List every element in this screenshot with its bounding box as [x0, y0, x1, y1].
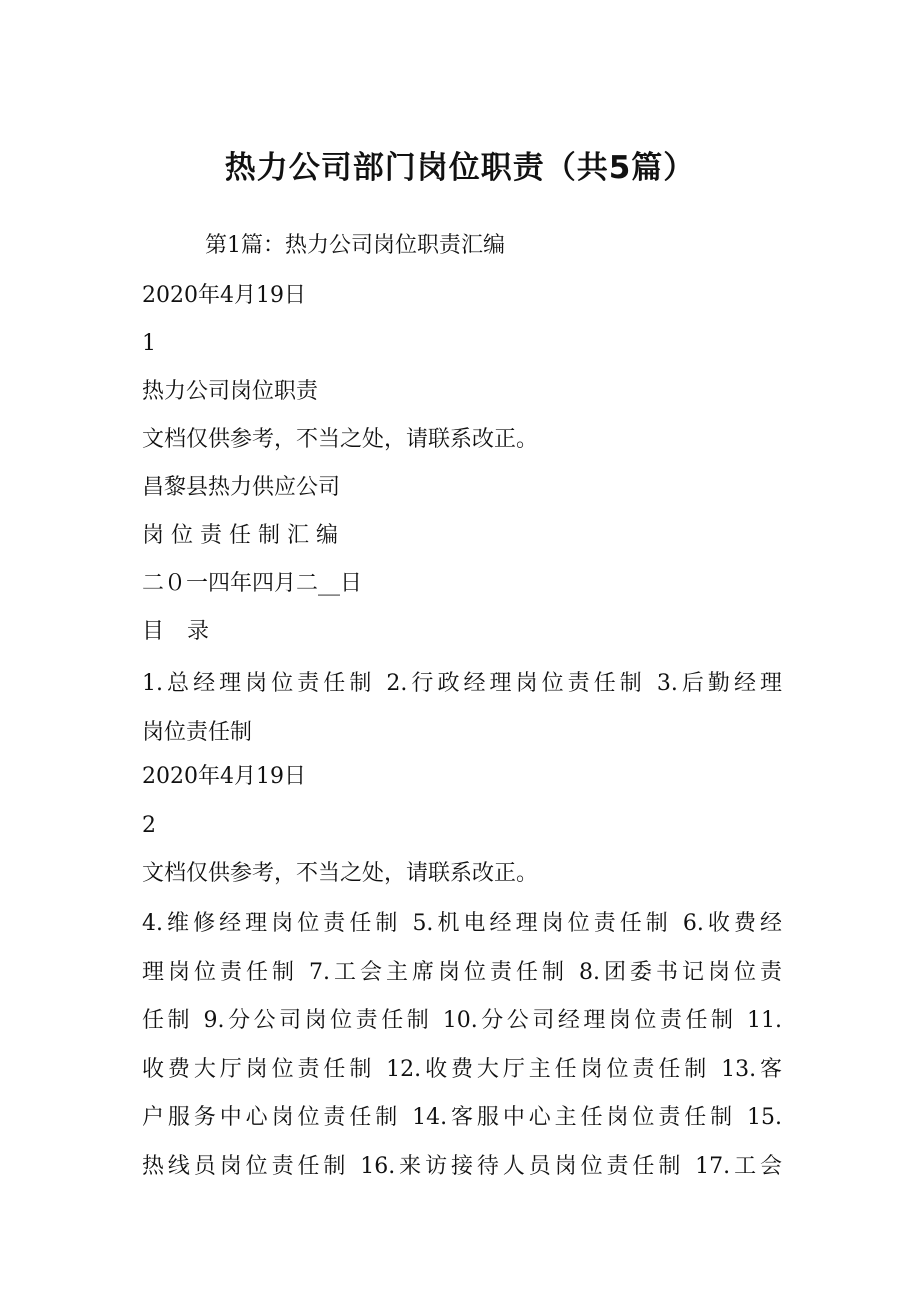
compilation-title: 岗 位 责 任 制 汇 编: [142, 523, 338, 548]
page-number-1: 1: [142, 331, 156, 356]
toc-line: 热线员岗位责任制 16.来访接待人员岗位责任制 17.工会: [142, 1153, 782, 1179]
disclaimer-1: 文档仅供参考，不当之处，请联系改正。: [142, 427, 539, 452]
toc-line: 收费大厅岗位责任制 12.收费大厅主任岗位责任制 13.客: [142, 1056, 782, 1082]
toc-line: 岗位责任制: [142, 719, 253, 745]
toc-line: 理岗位责任制 7.工会主席岗位责任制 8.团委书记岗位责: [142, 959, 782, 985]
toc-section-2: [142, 900, 782, 1192]
chapter-subtitle: 第1篇：热力公司岗位职责汇编: [205, 233, 505, 258]
toc-line: 4.维修经理岗位责任制 5.机电经理岗位责任制 6.收费经: [142, 911, 782, 936]
compile-date: 二０一四年四月二__日: [142, 571, 363, 596]
disclaimer-2: 文档仅供参考，不当之处，请联系改正。: [142, 861, 539, 886]
date-line-2: 2020年4月19日: [142, 764, 306, 789]
toc-line: 任制 9.分公司岗位责任制 10.分公司经理岗位责任制 11.: [142, 1008, 782, 1034]
date-line-1: 2020年4月19日: [142, 283, 306, 308]
toc-label: 目 录: [142, 619, 217, 644]
section-heading: 热力公司岗位职责: [142, 379, 319, 404]
document-title: 热力公司部门岗位职责（共5篇）: [224, 150, 696, 186]
toc-line: 户服务中心岗位责任制 14.客服中心主任岗位责任制 15.: [142, 1105, 782, 1131]
toc-section-1: [142, 660, 782, 757]
company-name: 昌黎县热力供应公司: [142, 475, 341, 500]
toc-line: 1.总经理岗位责任制 2.行政经理岗位责任制 3.后勤经理: [142, 671, 782, 696]
page-number-2: 2: [142, 813, 156, 838]
